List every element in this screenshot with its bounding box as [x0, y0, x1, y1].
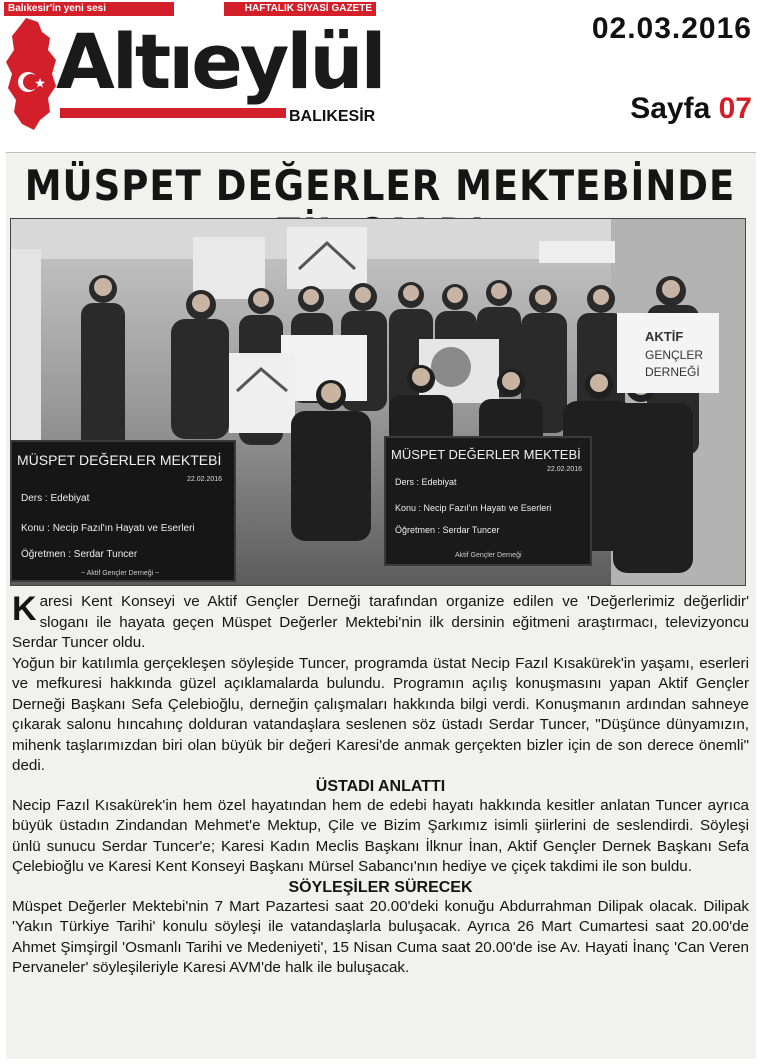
sign-line-3: DERNEĞİ: [645, 365, 700, 379]
board-right-title: MÜSPET DEĞERLER MEKTEBİ: [391, 447, 581, 462]
tagline-left: Balıkesir'in yeni sesi: [4, 2, 174, 16]
paragraph-1: [12, 592, 749, 654]
page-indicator: [630, 92, 752, 126]
board-left-ders: Ders : Edebiyat: [21, 493, 90, 504]
board-right-date: 22.02.2016: [547, 466, 583, 473]
city-label: BALIKESİR: [286, 108, 378, 126]
poster: [193, 237, 265, 299]
subheading-soylesiler-surecek: SÖYLEŞİLER SÜRECEK: [288, 878, 473, 896]
page-number: 07: [718, 92, 752, 125]
newspaper-logo: [56, 14, 384, 110]
board-left-title: MÜSPET DEĞERLER MEKTEBİ: [17, 452, 222, 468]
subheading-ustadi-anlatti: ÜSTADI ANLATTI: [315, 777, 446, 795]
paragraph-3: Necip Fazıl Kısakürek'in hem özel hayatından hem de edebi hayatı hakkında kesitler anlatan Tuncer ayrıca büyük üstadın Zindandan Mehmet'e Mektup, Çile ve Bizim Şarkımız isimli şiirlerini de seslendirdi. Söyleşi ünlü sunucu Serdar Tuncer'e; Karesi Kadın Meclis Başkanı İlknur İnan, Aktif Gençler Dernek Başkanı Sefa Çelebioğlu ve Karesi Kent Konseyi Başkanı Mürsel Sabancı'nın hediye ve çiçek takdimi ile son buldu.: [12, 796, 749, 875]
board-left-konu: Konu : Necip Fazıl'ın Hayatı ve Eserleri: [21, 523, 195, 534]
direction-sign: [539, 241, 615, 263]
board-left-ogretmen: Öğretmen : Serdar Tuncer: [21, 549, 138, 560]
group-photo: [10, 218, 746, 586]
board-left-date: 22.02.2016: [187, 476, 223, 483]
sign-line-1: AKTİF: [645, 329, 684, 344]
paragraph-4: Müspet Değerler Mektebi'nin 7 Mart Pazartesi saat 20.00'deki konuğu Abdurrahman Dilipak olacak. Dilipak 'Yakın Türkiye Tarihi' konulu söyleşi ile vatandaşlarla buluşacak. Ayrıca 26 Mart Cumartesi saat 20.00'de Ahmet Şimşirgil 'Osmanlı Tarihi ve Medeniyeti', 15 Nisan Cuma saat 20.00'de ise Av. Hayati İnanç 'Can Veren Pervaneler' söyleşileriyle Karesi AVM'de halk ile buluşacak.: [12, 897, 749, 976]
turkey-map-icon: [4, 16, 58, 132]
issue-date: 02.03.2016: [591, 12, 752, 45]
sign-line-2: GENÇLER: [645, 348, 704, 362]
poster: [229, 353, 295, 433]
logo-text: Altıeylül: [56, 17, 384, 106]
article-body: [12, 592, 749, 979]
page-label: Sayfa: [630, 92, 711, 125]
paragraph-2: Yoğun bir katılımla gerçekleşen söyleşide Tuncer, programda üstat Necip Fazıl Kısakürek'in yaşamı, eserleri ve mefkuresi hakkında güzel açıklamalarda bulundu. Programın açılış konuşmasını yapan Aktif Gençler Derneği Başkanı Sefa Çelebioğlu, derneğin çalışmaları hakkında bilgi verdi. Konuşmanın ardından sahneye çıkarak salonu hıncahınç dolduran vatandaşlara seslenen söz üstadı Serdar Tuncer, "Düşünce dünyamızın, mihenk taşlarımızdan biri olan büyük bir değeri Karesi'de anmak gerçekten bizler için de son derece önemli" dedi.: [12, 654, 749, 774]
tagline-right: HAFTALIK SİYASİ GAZETE: [224, 2, 376, 16]
board-right-footer: Aktif Gençler Derneği: [455, 552, 522, 559]
board-right-konu: Konu : Necip Fazıl'ın Hayatı ve Eserleri: [395, 503, 552, 513]
drop-cap: K: [12, 590, 37, 628]
headline: MÜSPET DEĞERLER MEKTEBİNDE: [24, 162, 736, 211]
photo-illustration: [11, 219, 745, 585]
board-right-ders: Ders : Edebiyat: [395, 477, 457, 487]
poster: [287, 227, 367, 289]
board-right-ogretmen: Öğretmen : Serdar Tuncer: [395, 525, 500, 535]
board-left-footer: ~ Aktif Gençler Derneği ~: [81, 570, 160, 577]
paragraph-1-text: aresi Kent Konseyi ve Aktif Gençler Derneği tarafından organize edilen ve 'Değerlerimiz değerlidir' sloganı ile hayata geçen Müspet Değerler Mektebi'nin ilk dersinin eğitmeni araştırmacı, televizyoncu Serdar Tuncer oldu.: [12, 593, 749, 651]
